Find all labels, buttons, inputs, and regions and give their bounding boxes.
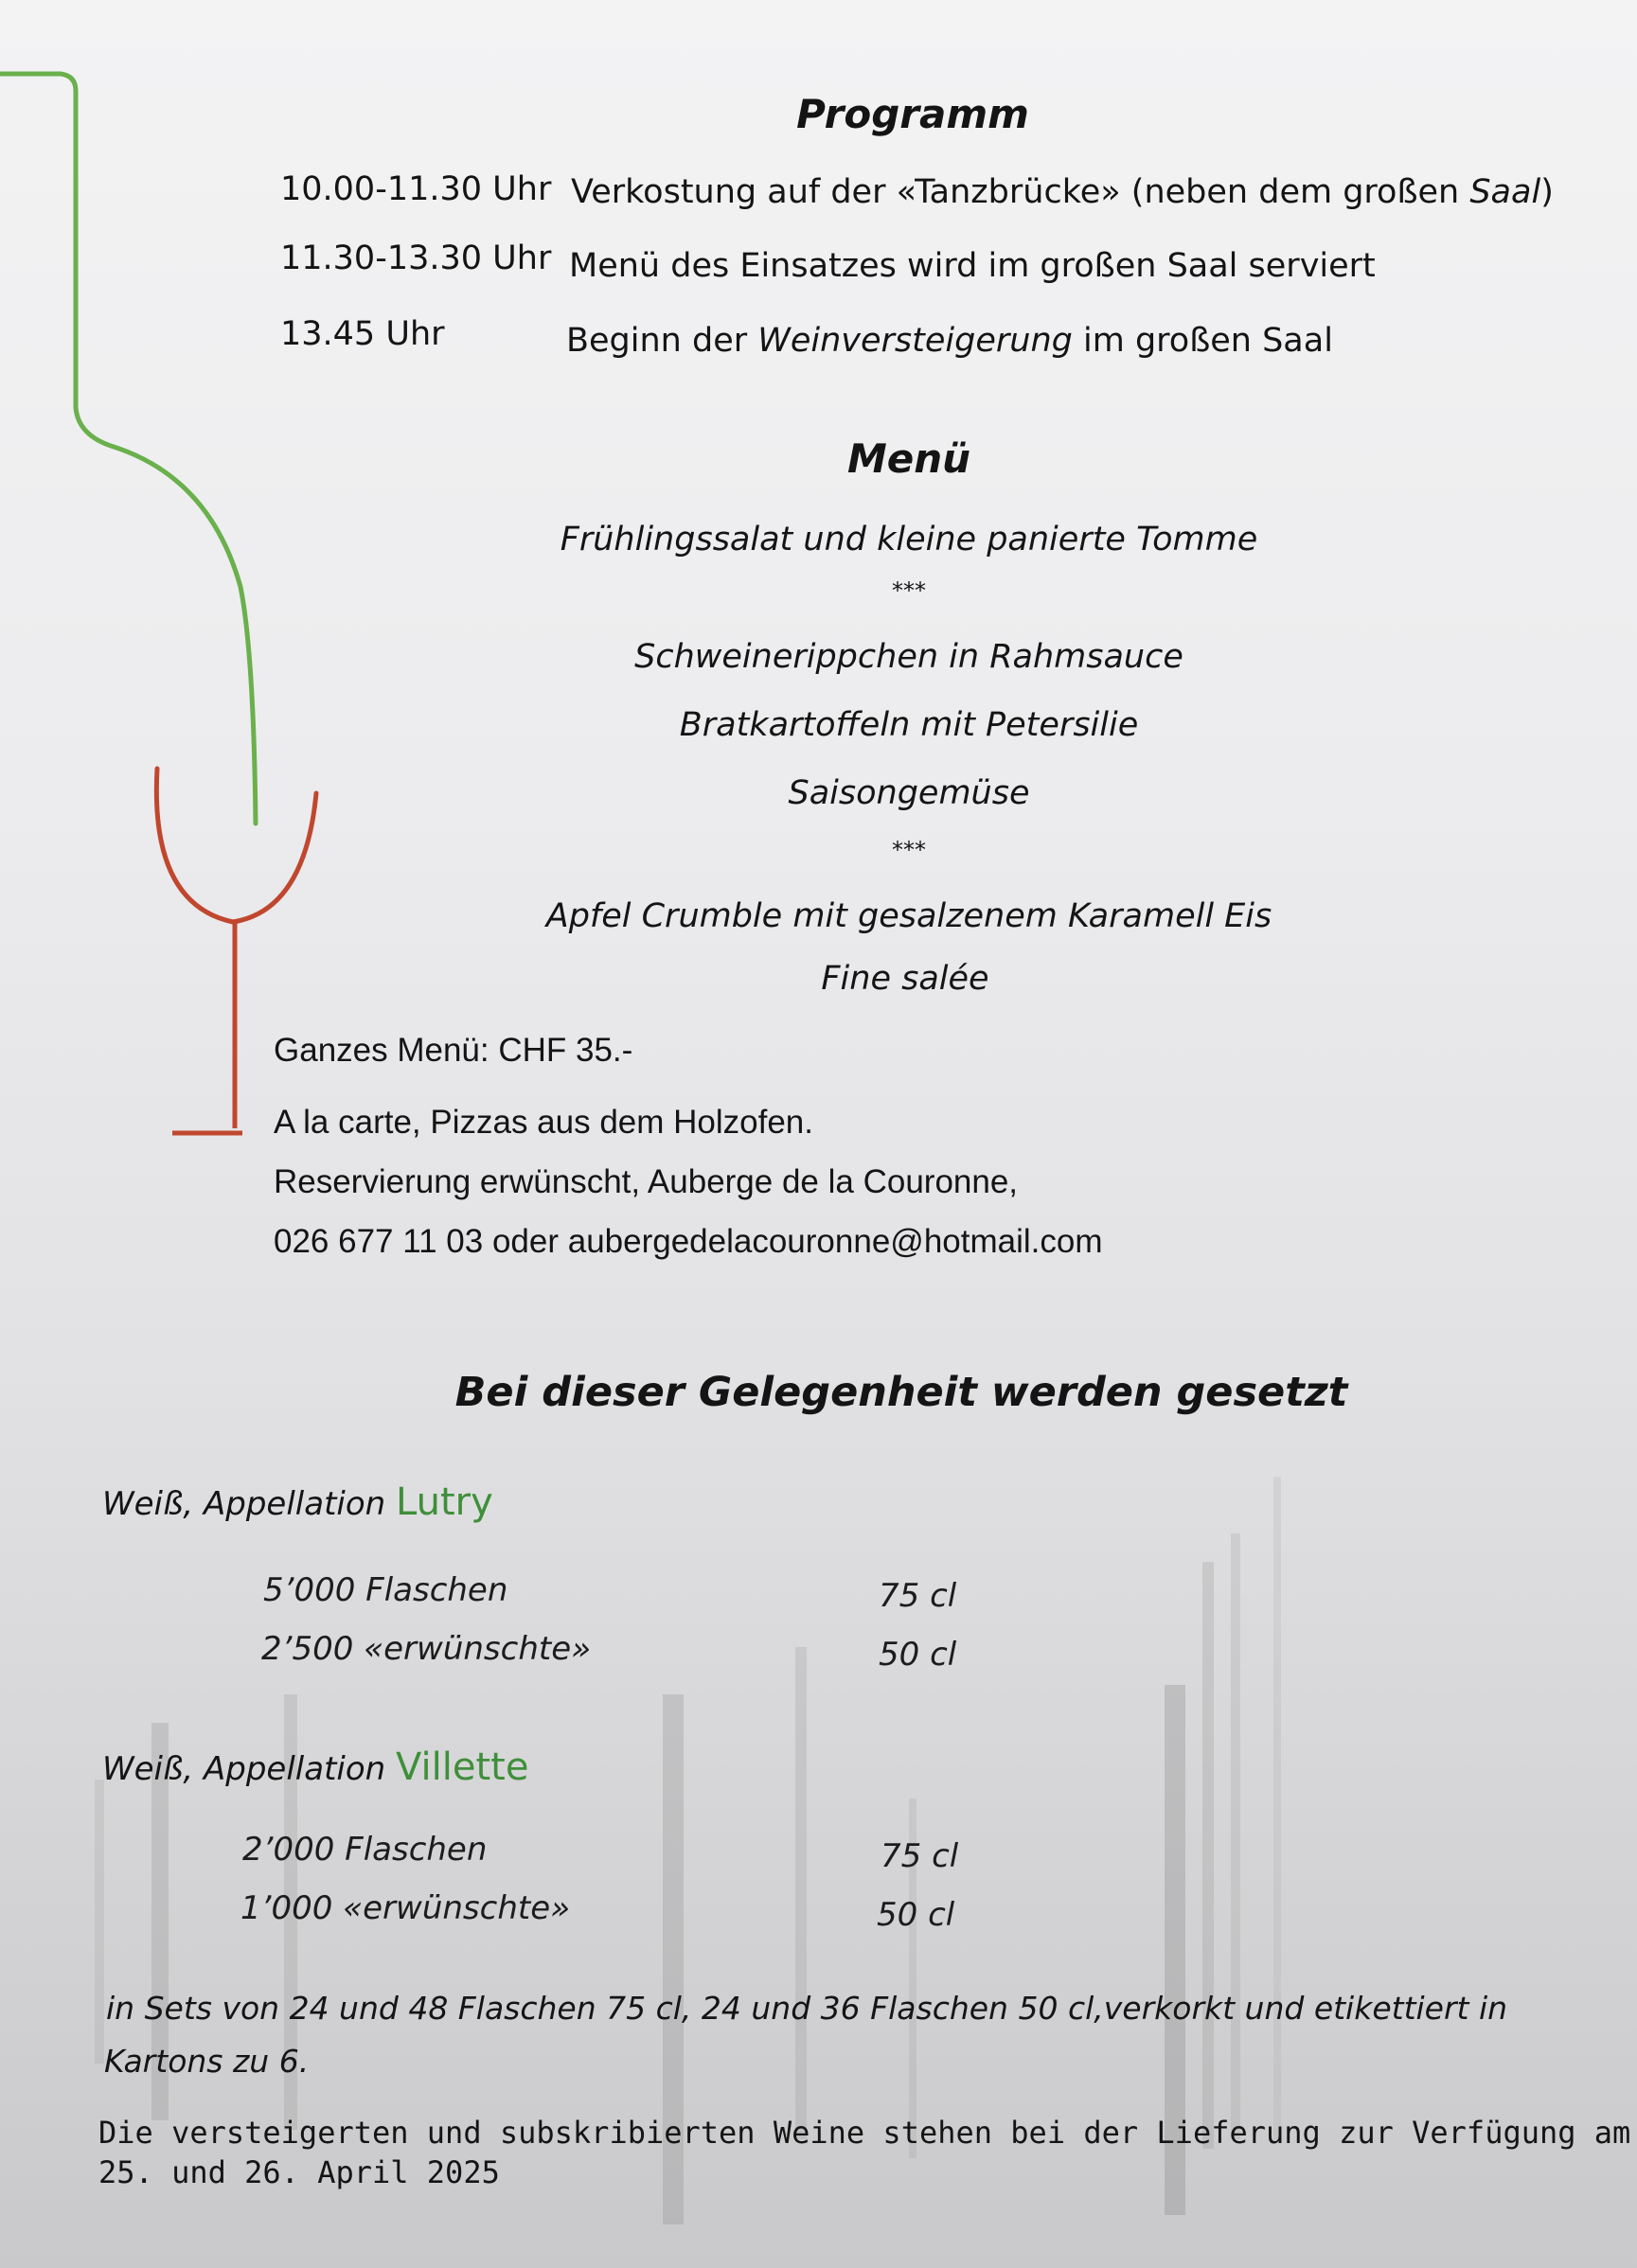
menu-item: Saisongemüse [788,774,1030,812]
programm-time: 10.00-11.30 Uhr [280,170,552,208]
delivery-date-line: 25. und 26. April 2025 [98,2154,500,2190]
wine-bottle-size: 50 cl [879,1636,957,1674]
wine-bottle-size: 75 cl [881,1837,959,1875]
wine-quantity: 5’000 Flaschen [263,1571,508,1609]
bottle-outline [0,74,256,824]
appellation-label: Weiß, Appellation [102,1750,397,1788]
programm-time: 11.30-13.30 Uhr [280,239,552,277]
desc-text: ) [1540,173,1554,211]
wine-bottle-size: 50 cl [877,1896,955,1934]
delivery-note-line: Die versteigerten und subskribierten Weine stehen bei der Lieferung zur Verfügung am [98,2115,1631,2151]
wine-appellation-heading [102,1480,493,1524]
sets-note-line: Kartons zu 6. [104,2043,310,2080]
programm-time: 13.45 Uhr [280,315,445,353]
menu-separator: *** [892,577,926,604]
desc-text: Menü des Einsatzes wird im großen Saal serviert [569,247,1376,285]
menu-item: Frühlingssalat und kleine panierte Tomme [560,521,1258,558]
desc-emphasis: Weinversteigerung [757,322,1073,360]
programm-description [566,322,1333,360]
programm-title: Programm [796,91,1029,137]
menu-item: Apfel Crumble mit gesalzenem Karamell Eis [545,897,1272,935]
desc-text: Beginn der [566,322,758,360]
menu-price: Ganzes Menü: CHF 35.- [274,1032,633,1069]
menu-separator: *** [892,837,926,863]
info-line: Reservierung erwünscht, Auberge de la Couronne, [274,1163,1019,1200]
info-line: A la carte, Pizzas aus dem Holzofen. [274,1104,813,1141]
menu-item: Bratkartoffeln mit Petersilie [679,706,1139,744]
contact-line: 026 677 11 03 oder aubergedelacouronne@hotmail.com [274,1223,1103,1260]
wine-quantity: 1’000 «erwünschte» [240,1889,571,1927]
wine-quantity: 2’000 Flaschen [242,1831,488,1869]
appellation-label: Weiß, Appellation [102,1485,397,1523]
appellation-name: Villette [396,1745,529,1789]
desc-text: Verkostung auf der «Tanzbrücke» (neben dem großen [571,173,1470,211]
menu-title: Menü [846,435,971,482]
menu-item: Fine salée [821,960,989,998]
wine-quantity: 2’500 «erwünschte» [261,1630,592,1668]
menu-item: Schweinerippchen in Rahmsauce [634,638,1183,676]
appellation-name: Lutry [396,1480,493,1524]
wine-appellation-heading [102,1745,528,1789]
wine-bottle-size: 75 cl [879,1577,957,1615]
wines-title: Bei dieser Gelegenheit werden gesetzt [454,1369,1348,1416]
glass-bowl [156,769,316,922]
programm-description [569,247,1376,285]
programm-description [571,173,1554,211]
sets-note-line: in Sets von 24 und 48 Flaschen 75 cl, 24 und 36 Flaschen 50 cl,verkorkt und etikettiert in [106,1990,1508,2027]
desc-text: im großen Saal [1072,322,1333,360]
desc-emphasis: Saal [1469,173,1541,211]
